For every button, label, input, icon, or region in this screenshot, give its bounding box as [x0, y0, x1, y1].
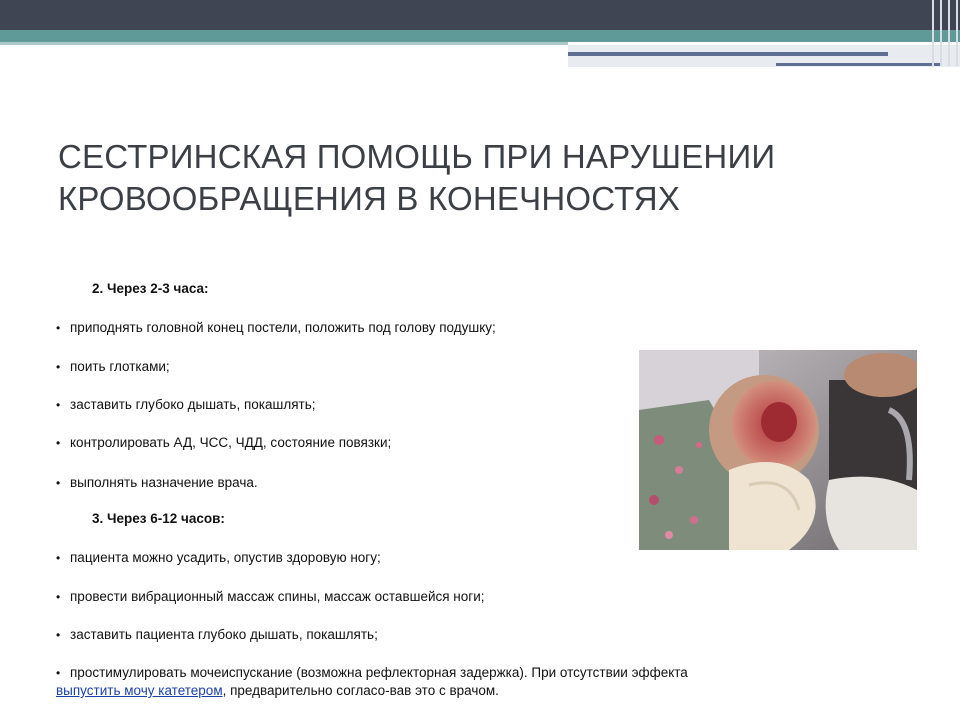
header-band-teal-light [0, 42, 568, 45]
bullet-icon: • [56, 551, 61, 565]
header-band-teal [0, 30, 960, 42]
bullet-icon: • [56, 321, 61, 335]
list-item: • пациента можно усадить, опустив здоровую ногу; [56, 550, 381, 565]
list-item: • заставить пациента глубоко дышать, покашлять; [56, 627, 378, 642]
list-item: • заставить глубоко дышать, покашлять; [56, 397, 316, 412]
header-vertical-stripes [928, 0, 960, 66]
header-accent-line [568, 52, 888, 56]
list-item: • поить глотками; [56, 359, 170, 374]
slide-title-line1: СЕСТРИНСКАЯ ПОМОЩЬ ПРИ НАРУШЕНИИ [58, 138, 776, 175]
section-heading-2-3-hours: 2. Через 2-3 часа: [92, 281, 209, 296]
bullet-icon: • [56, 360, 61, 374]
slide-title-line2: КРОВООБРАЩЕНИЯ В КОНЕЧНОСТЯХ [58, 180, 681, 217]
catheter-link[interactable]: выпустить мочу катетером [56, 683, 223, 698]
bullet-icon: • [56, 436, 61, 450]
list-item: • выполнять назначение врача. [56, 475, 258, 490]
header-accent-line-short [776, 63, 942, 66]
bullet-icon: • [56, 666, 61, 680]
list-item: • приподнять головной конец постели, положить под голову подушку; [56, 320, 496, 335]
list-item: • простимулировать мочеиспускание (возможна рефлекторная задержка). При отсутствии эффекта выпустить мочу катетером, предварительно согласо-вав это с врачом. [56, 665, 688, 698]
bullet-icon: • [56, 590, 61, 604]
clinical-photo-stump [639, 350, 917, 550]
bullet-icon: • [56, 628, 61, 642]
bullet-icon: • [56, 398, 61, 412]
header-band-dark [0, 0, 960, 30]
list-item: • контролировать АД, ЧСС, ЧДД, состояние повязки; [56, 435, 392, 450]
slide-title [58, 136, 818, 220]
list-item: • провести вибрационный массаж спины, массаж оставшейся ноги; [56, 589, 485, 604]
bullet-icon: • [56, 476, 61, 490]
section-heading-6-12-hours: 3. Через 6-12 часов: [92, 511, 225, 526]
